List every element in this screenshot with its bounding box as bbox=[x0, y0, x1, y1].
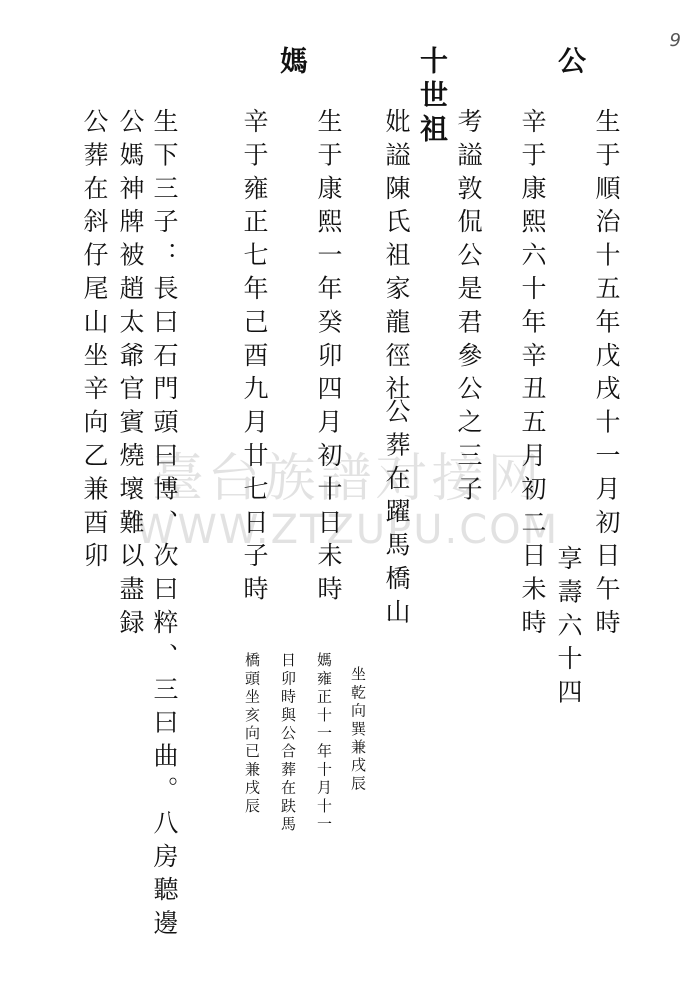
father-column: 考謚敦侃公是君參公之三子 bbox=[454, 108, 483, 509]
death-column-gong: 辛于康熙六十年辛丑五月初二日未時 bbox=[518, 108, 547, 643]
heading-ma: 媽 bbox=[276, 46, 309, 80]
heading-tenth-generation: 十世祖 bbox=[416, 46, 449, 148]
burial-column-final: 公葬在斜仔尾山坐辛向乙兼酉卯 bbox=[80, 108, 109, 576]
note-direction: 坐乾向巽兼戌辰 bbox=[349, 666, 367, 794]
wife-column: 妣謚陳氏祖家龍徑社 bbox=[382, 108, 411, 409]
sons-column: 生下三子：長曰石門頭曰博、次曰粹、三曰曲。八房聽邊 bbox=[150, 108, 179, 943]
heading-gong: 公 bbox=[554, 46, 587, 80]
burial-column-gong: 公葬在躍馬橋山 bbox=[382, 398, 411, 632]
age-column-gong: 享壽六十四 bbox=[554, 545, 583, 712]
note-ma-burial-2: 日卯時與公合葬在趺馬 bbox=[279, 652, 297, 834]
death-column-ma: 辛于雍正七年己酉九月廿七日子時 bbox=[240, 108, 269, 609]
page-number: 9 bbox=[669, 30, 681, 51]
note-ma-burial-3: 橋頭坐亥向已兼戌辰 bbox=[243, 652, 261, 816]
watermark-line2: WWW.ZTZUPU.COM bbox=[135, 507, 560, 553]
watermark-line1: 臺台族譜对接网 bbox=[151, 449, 544, 509]
birth-column-gong: 生于順治十五年戊戌十一月初日午時 bbox=[592, 108, 621, 643]
note-ma-burial-1: 媽雍正十一年十月十一 bbox=[315, 652, 333, 834]
birth-column-ma: 生于康熙一年癸卯四月初十日未時 bbox=[314, 108, 343, 609]
tablet-column: 公媽神牌被趙太爺官賓燒壞難以盡録 bbox=[116, 108, 145, 643]
